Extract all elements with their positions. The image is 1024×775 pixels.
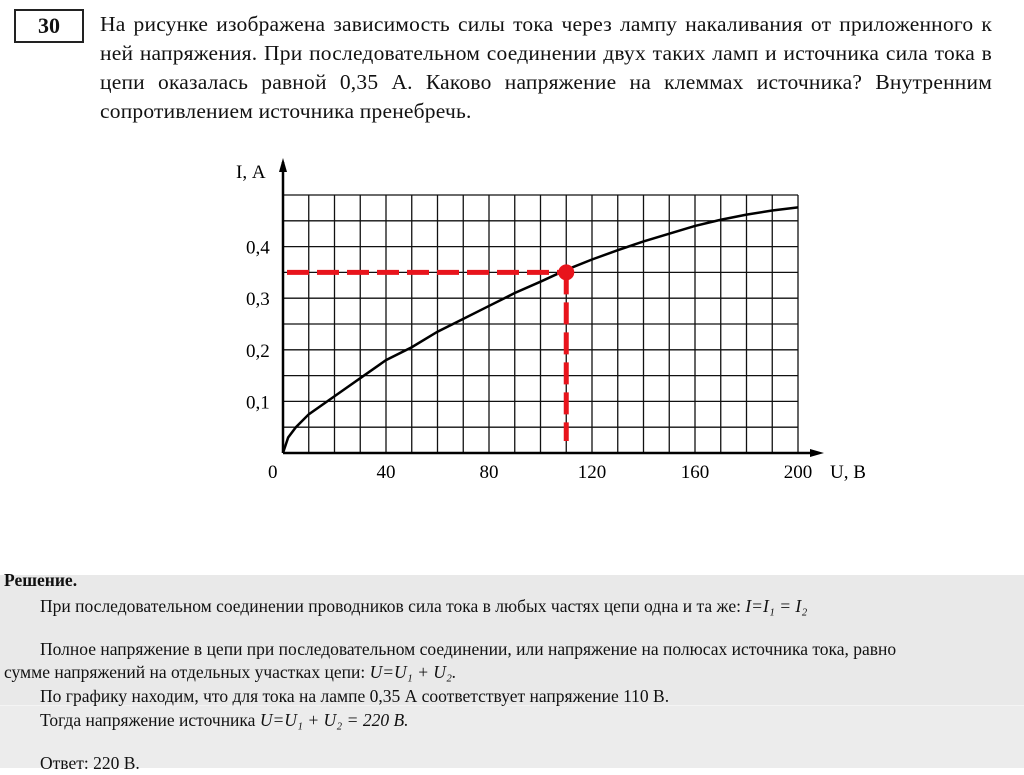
x-tick-label: 80	[479, 462, 499, 483]
y-tick-label: 0,4	[246, 237, 270, 259]
x-axis-arrow-icon	[810, 449, 824, 457]
marker-point	[558, 264, 574, 280]
solution-line-4: По графику находим, что для тока на лампе 0,35 А соответствует напряжение 110 В.	[40, 686, 670, 706]
solution-text: Тогда напряжение источника	[40, 710, 256, 730]
solution-line-5	[40, 709, 409, 732]
y-tick-label: 0,3	[246, 289, 270, 311]
solution-text: сумме напряжений на отдельных участках цепи:	[4, 662, 366, 682]
formula: U=U₁ + U₂ = 220 В.	[259, 710, 409, 730]
x-tick-label: 0	[268, 462, 278, 483]
solution-heading: Решение.	[4, 570, 78, 590]
x-tick-label: 120	[577, 462, 607, 483]
formula: U=U₁ + U₂.	[369, 662, 457, 682]
y-axis-label: I, А	[236, 162, 266, 183]
x-axis-label: U, В	[830, 462, 866, 483]
y-axis-arrow-icon	[279, 158, 287, 172]
solution-answer: Ответ: 220 В.	[40, 753, 140, 773]
y-tick-label: 0,1	[246, 392, 270, 414]
solution-text: При последовательном соединении проводников сила тока в любых частях цепи одна и та же:	[40, 596, 741, 616]
x-tick-label: 200	[783, 462, 813, 483]
solution-section	[0, 570, 1024, 773]
problem-number: 30	[14, 9, 84, 43]
x-tick-label: 160	[680, 462, 710, 483]
solution-line-1	[40, 595, 807, 618]
formula: I=I₁ = I₂	[745, 596, 808, 616]
chart-grid	[283, 195, 798, 453]
problem-text: На рисунке изображена зависимость силы тока через лампу накаливания от приложенного к ней напряжения. При последовательном соединении двух таких ламп и источника сила тока в цепи оказалась равной 0,35 А. Каково напряжение на клеммах источника? Внутренним сопротивлением источника пренебречь.	[100, 12, 992, 123]
y-tick-label: 0,2	[246, 340, 270, 362]
solution-line-3	[4, 661, 456, 684]
solution-line-2: Полное напряжение в цепи при последовательном соединении, или напряжение на полюсах источника тока, равно	[40, 639, 897, 659]
x-tick-label: 40	[376, 462, 396, 483]
